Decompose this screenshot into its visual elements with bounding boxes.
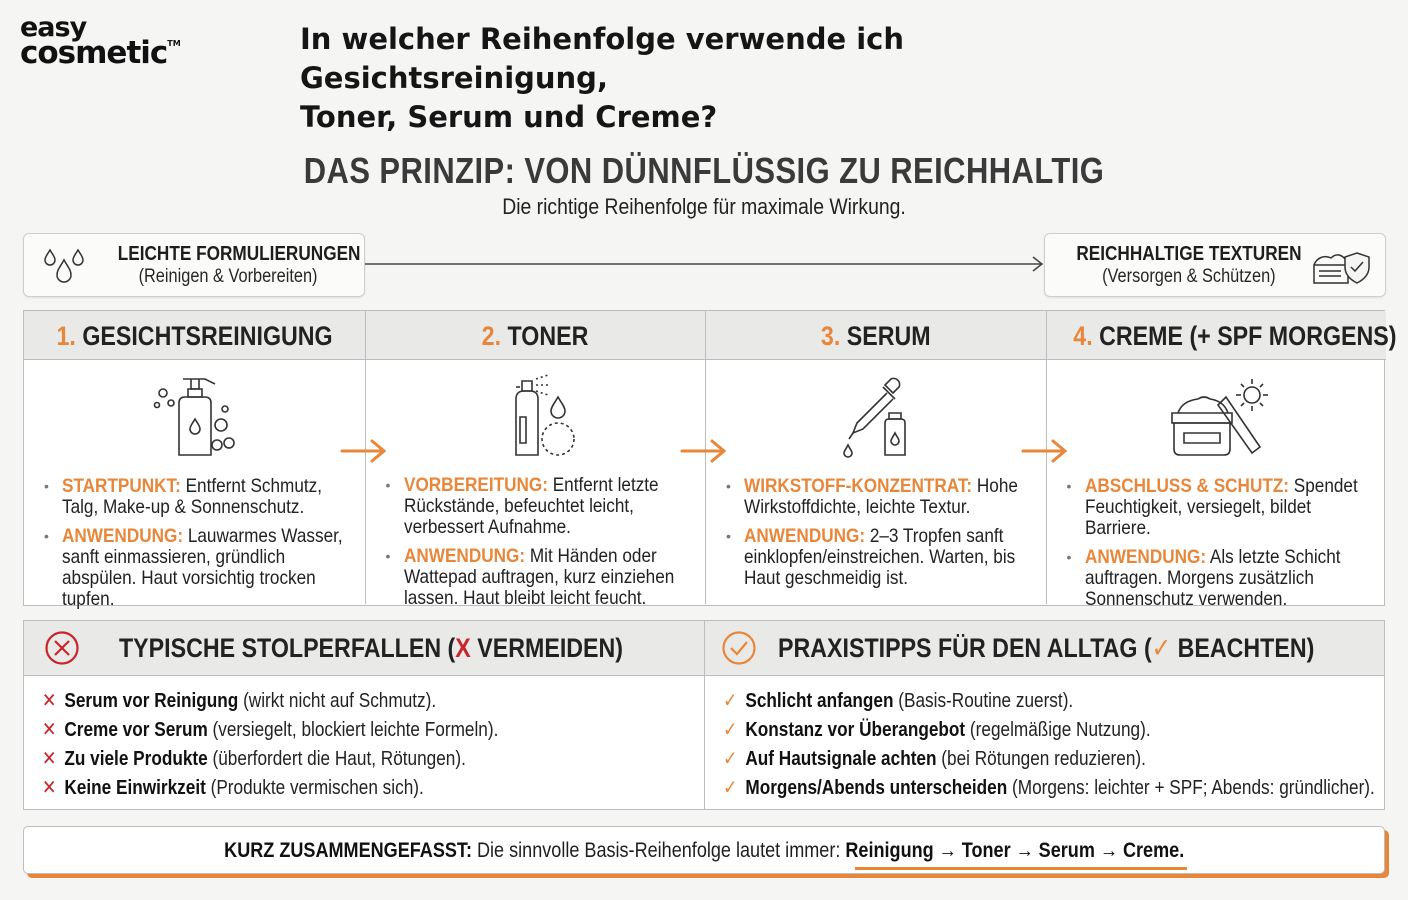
list-item — [723, 774, 1375, 803]
list-item — [42, 745, 498, 774]
check-circle-icon — [721, 630, 757, 666]
logo-trademark: TM — [167, 39, 181, 49]
list-item — [42, 774, 498, 803]
item-rest: (regelmäßige Nutzung). — [965, 719, 1151, 741]
item-bold: Serum vor Reinigung — [64, 690, 239, 712]
step-number: 2. — [481, 321, 502, 351]
step-number: 1. — [56, 321, 76, 351]
item-bold: Auf Hautsignale achten — [745, 748, 937, 770]
list-item — [44, 526, 357, 610]
step-header — [1047, 311, 1397, 360]
step-serum — [705, 311, 1046, 604]
item-rest: (Morgens: leichter + SPF; Abends: gründlicher). — [1007, 777, 1375, 799]
list-item — [723, 716, 1375, 745]
step-name: CREME (+ SPF MORGENS) — [1098, 321, 1397, 351]
cream-jar-sun-icon — [1156, 373, 1276, 463]
x-mark-icon: ✕ — [42, 777, 57, 799]
bullet-text: Mit Händen oder Wattepad auftragen, kurz einziehen lassen. Haut bleibt leicht feucht. — [403, 545, 674, 609]
rich-textures-pill — [1044, 233, 1386, 297]
step-number: 4. — [1072, 321, 1093, 351]
bullet-keyword: VORBEREITUNG: — [403, 474, 548, 496]
item-rest: (überfordert die Haut, Rötungen). — [207, 748, 466, 770]
list-item — [1067, 547, 1379, 610]
check-mark-icon: ✓ — [1151, 633, 1172, 663]
bullet-keyword: ABSCHLUSS & SCHUTZ: — [1084, 475, 1289, 497]
list-item — [1067, 476, 1379, 539]
item-bold: Morgens/Abends unterscheiden — [745, 777, 1008, 799]
step-number: 3. — [820, 321, 841, 351]
step-header — [366, 311, 706, 360]
light-formulations-pill — [23, 233, 365, 297]
summary-underline — [855, 867, 1187, 870]
dropper-icon — [831, 373, 921, 463]
principle-headline: DAS PRINZIP: VON DÜNNFLÜSSIG ZU REICHHALTIG — [303, 150, 1105, 191]
bullet-text: Entfernt Schmutz, Talg, Make-up & Sonnenschutz. — [62, 475, 322, 518]
pitfalls-panel — [23, 620, 705, 810]
x-mark-icon: ✕ — [42, 690, 57, 712]
item-rest: (Produkte vermischen sich). — [205, 777, 424, 799]
summary-sequence: Reinigung → Toner → Serum → Creme. — [845, 839, 1185, 862]
bullet-keyword: ANWENDUNG: — [403, 545, 525, 567]
tips-title — [778, 633, 1314, 664]
list-item — [723, 687, 1375, 716]
bullet-text: Hohe Wirkstoffdichte, leichte Textur. — [744, 475, 1018, 518]
item-bold: Keine Einwirkzeit — [64, 777, 206, 799]
list-item — [723, 745, 1375, 774]
x-mark-icon: X — [455, 633, 471, 663]
page-title — [300, 20, 1200, 137]
item-bold: Schlicht anfangen — [745, 690, 894, 712]
rich-textures-title: REICHHALTIGE TEXTUREN — [1076, 243, 1302, 265]
bullet-text: Als letzte Schicht auftragen. Morgens zusätzlich Sonnenschutz verwenden. — [1084, 546, 1341, 610]
step-cleanser — [24, 311, 365, 610]
arrow-right-icon — [1020, 437, 1070, 465]
error-circle-icon — [44, 630, 80, 666]
tips-header — [705, 621, 1384, 676]
arrow-right-icon — [679, 437, 729, 465]
step-bullets — [386, 475, 698, 617]
item-bold: Creme vor Serum — [64, 719, 208, 741]
bullet-keyword: ANWENDUNG: — [744, 525, 866, 547]
cleanser-pump-bottle-icon — [149, 373, 239, 463]
page-title-line-1: In welcher Reihenfolge verwende ich Gesichtsreinigung, — [300, 22, 905, 95]
x-mark-icon: ✕ — [42, 719, 57, 741]
bullet-text: 2–3 Tropfen sanft einklopfen/einstreichen. Warten, bis Haut geschmeidig ist. — [744, 525, 1016, 589]
tips-title-pre: PRAXISTIPPS FÜR DEN ALLTAG ( — [778, 633, 1152, 663]
pitfalls-title — [119, 633, 623, 664]
step-toner — [365, 311, 706, 609]
list-item — [42, 716, 498, 745]
step-cream — [1046, 311, 1397, 610]
bullet-keyword: STARTPUNKT: — [62, 475, 181, 497]
tips-title-post: BEACHTEN) — [1171, 633, 1315, 663]
pitfalls-title-post: VERMEIDEN) — [470, 633, 624, 663]
bullet-text: Entfernt letzte Rückstände, befeuchtet leicht, verbessert Aufnahme. — [403, 474, 659, 538]
page-title-line-2: Toner, Serum und Creme? — [300, 100, 718, 134]
water-drops-icon — [42, 246, 86, 286]
tips-panel — [704, 620, 1385, 810]
summary-label: KURZ ZUSAMMENGEFASST: — [223, 839, 472, 862]
item-rest: (Basis-Routine zuerst). — [893, 690, 1074, 712]
step-name: TONER — [507, 321, 589, 351]
shield-check-icon — [1311, 243, 1373, 287]
pitfalls-list — [42, 687, 573, 803]
spray-bottle-icon — [490, 373, 580, 463]
list-item — [726, 526, 1038, 589]
step-bullets — [726, 476, 1038, 597]
pitfalls-title-pre: TYPISCHE STOLPERFALLEN ( — [119, 633, 456, 663]
bullet-keyword: WIRKSTOFF-KONZENTRAT: — [744, 475, 973, 497]
bullet-text: Lauwarmes Wasser, sanft einmassieren, gründlich abspülen. Haut vorsichtig trocken tupfen. — [62, 525, 343, 610]
step-header — [24, 311, 365, 360]
pitfalls-header — [24, 621, 704, 676]
list-item — [386, 475, 698, 538]
logo-line-2: cosmetic — [20, 35, 168, 72]
light-formulations-subtitle: (Reinigen & Vorbereiten) — [138, 266, 318, 287]
step-bullets — [44, 476, 357, 618]
brand-logo — [20, 12, 181, 72]
bullet-keyword: ANWENDUNG: — [62, 525, 184, 547]
item-rest: (bei Rötungen reduzieren). — [936, 748, 1146, 770]
bullet-keyword: ANWENDUNG: — [1084, 546, 1206, 568]
tips-list — [723, 687, 1408, 803]
step-header — [706, 311, 1046, 360]
light-formulations-title: LEICHTE FORMULIERUNGEN — [117, 243, 361, 265]
check-mark-icon: ✓ — [723, 748, 738, 770]
check-mark-icon: ✓ — [723, 690, 738, 712]
item-rest: (versiegelt, blockiert leichte Formeln). — [207, 719, 499, 741]
step-name: SERUM — [846, 321, 931, 351]
item-rest: (wirkt nicht auf Schmutz). — [238, 690, 437, 712]
check-mark-icon: ✓ — [723, 777, 738, 799]
list-item — [386, 546, 698, 609]
item-bold: Konstanz vor Überangebot — [745, 719, 966, 741]
list-item — [42, 687, 498, 716]
item-bold: Zu viele Produkte — [64, 748, 208, 770]
arrow-right-icon — [339, 437, 389, 465]
bullet-text: Spendet Feuchtigkeit, versiegelt, bildet Barriere. — [1084, 475, 1358, 539]
step-name: GESICHTSREINIGUNG — [82, 321, 333, 351]
list-item — [44, 476, 357, 518]
check-mark-icon: ✓ — [723, 719, 738, 741]
x-mark-icon: ✕ — [42, 748, 57, 770]
logo-line-1: easy — [20, 12, 87, 43]
list-item — [726, 476, 1038, 518]
scale-arrow — [363, 255, 1048, 275]
rich-textures-subtitle: (Versorgen & Schützen) — [1102, 266, 1276, 287]
summary-text: Die sinnvolle Basis-Reihenfolge lautet immer: — [471, 839, 846, 862]
step-bullets — [1067, 476, 1379, 618]
principle-subline: Die richtige Reihenfolge für maximale Wirkung. — [502, 194, 906, 219]
